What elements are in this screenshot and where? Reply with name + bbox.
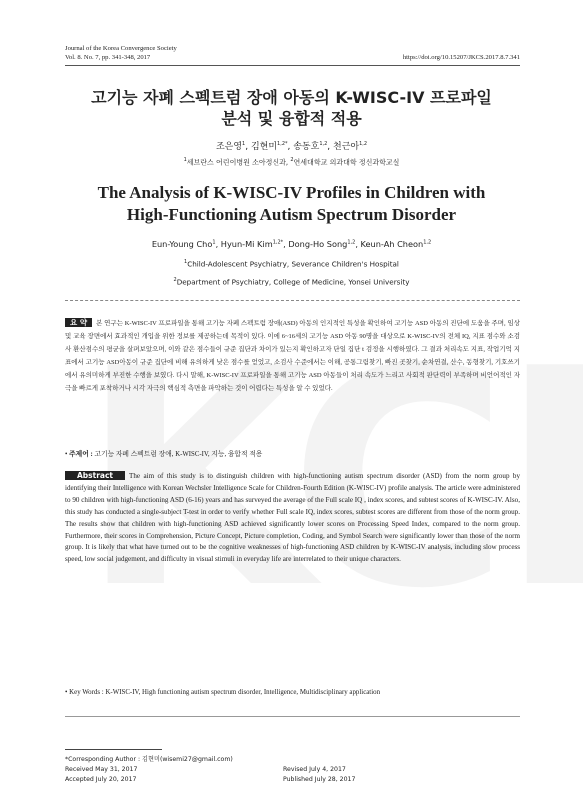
header-rule (65, 65, 520, 66)
journal-name: Journal of the Korea Convergence Society (65, 45, 177, 52)
corresponding-author: *Corresponding Author : 김현미(wisemi27@gmail.com) (65, 756, 233, 763)
english-abstract (65, 471, 520, 566)
english-keywords (65, 689, 520, 696)
author-name: 김현미 (250, 142, 278, 152)
keywords-rule (65, 716, 520, 717)
author-sup: 1,2* (272, 239, 284, 246)
english-authors: Eun-Young Cho$^1$, Hyun-Mi Kim$^{1,2*}$, Dong-Ho Song$^{1,2}$, Keun-Ah Cheon$^{1,2}$ (151, 239, 432, 249)
author-name: Keun-Ah Cheon (360, 239, 424, 249)
english-keywords-text: K-WISC-IV, High functioning autism spectrum disorder, Intelligence, Multidisciplinary application (105, 689, 381, 696)
received-date: Received May 31, 2017 (65, 766, 138, 774)
bullet-icon: • (65, 451, 68, 458)
korean-keywords (65, 448, 520, 458)
author-sup: 1 (242, 141, 246, 147)
english-title (40, 182, 543, 226)
author-name: 조은영 (215, 142, 243, 152)
affil-text: 연세대학교 의과대학 정신과학교실 (293, 158, 400, 167)
korean-title (40, 87, 543, 129)
korean-keywords-text: 고기능 자폐 스펙트럼 장애, K-WISC-IV, 지능, 융합적 적용 (94, 451, 263, 458)
accepted-date: Accepted July 20, 2017 (65, 776, 137, 784)
english-abstract-text: The aim of this study is to distinguish children with high-functioning autism spectrum disorder (ASD) from the norm group by identifying their Intelligence with Korean Wechsler Intelligence Scale for Children-Fourth Edition (K-WISC-IV) profile analysis. The article were administered to 90 children with high-functioning ASD (6-16) years and has surveyed the average of the Full scale IQ , index scores, and subtest scores of K-WISC-IV. Also, this study has conducted a single-subject T-test in order to verify whether Full scale IQ, index scores, subtest scores are different from those of the norm group. The results show that children with high-functioning ASD achieved significantly lower scores on Processing Speed Index, compared to the norm group. Furthermore, their scores in Comprehension, Picture Concept, Picture completion, Coding, and Symbol Search were significantly lower than those of the norm group. It is likely that what have turned out to be the cognitive weaknesses of high-functioning ASD children by K-WISC-IV analysis, including slow process speed, low social judgement, and difficulty in visual stimuli in everyday life are interrelated to their unique characters. (65, 472, 520, 564)
affil-text: Child-Adolescent Psychiatry, Severance Children's Hospital (187, 259, 399, 269)
english-affiliation-2 (40, 277, 543, 286)
journal-volume: Vol. 8. No. 7, pp. 341-348, 2017 (65, 53, 151, 61)
affil-text: 세브란스 어린이병원 소아정신과, (186, 158, 289, 167)
published-date: Published July 28, 2017 (283, 776, 356, 784)
korean-affiliation (40, 157, 543, 167)
korean-title-line-2: 분석 및 융합적 적용 (221, 109, 362, 128)
author-sup: 1,2 (347, 239, 356, 246)
author-name: 천근아 (333, 142, 360, 152)
affil-sup: 1 (183, 157, 187, 163)
korean-keywords-label: 주제어 : (69, 451, 93, 458)
bullet-icon: • (65, 689, 68, 696)
footnote (65, 755, 520, 786)
korean-abstract (65, 318, 520, 395)
korean-abstract-text: 본 연구는 K-WISC-IV 프로파일을 통해 고기능 자폐 스펙트럼 장애(ASD) 아동의 인지적인 특성을 확인하여 고기능 ASD 아동의 진단에 도움을 주며, 임상 및 교육 장면에서 효과적인 개입을 위한 정보를 제공하는데 목적이 있다. 이에 6~16세의 고기능 ASD 아동 90명을 대상으로 K-WISC-IV의 전체 IQ, 지표 점수와 소검사 환산점수의 평균을 살펴보았으며, 이와 같은 점수들이 규준 집단과 차이가 있는지 확인하고자 단일 집단 t 검정을 시행하였다. 그 결과 처리속도 지표, 작업기억 지표에서 고기능 ASD아동이 규준 집단에 비해 유의하게 낮은 점수를 얻었고, 소검사 수준에서는 이해, 공통그림찾기, 빠진 곳찾기, 순차연결, 산수, 동형찾기, 기호쓰기에서 유의미하게 부진한 수행을 보였다. 다시 말해, K-WISC-IV 프로파일을 통해 고기능 ASD 아동들이 처리 속도가 느리고 사회적 판단력이 부족하며 비언어적인 자극을 빠르게 포착하거나 시각 자극의 핵심적 측면을 파악하는 것이 어렵다는 특성을 알 수 있었다. (65, 320, 520, 392)
author-name: 송동호 (293, 142, 320, 152)
affil-sup: 1 (184, 259, 188, 265)
english-title-line-1: The Analysis of K-WISC-IV Profiles in Children with (97, 183, 486, 202)
english-title-line-2: High-Functioning Autism Spectrum Disorder (126, 205, 457, 224)
author-sup: 1,2* (277, 141, 288, 147)
doi-link[interactable]: https://doi.org/10.15207/JKCS.2017.8.7.341 (402, 53, 520, 61)
footnote-rule (65, 749, 162, 750)
korean-authors: 조은영$^1$, 김현미$^{1,2*}$, 송동호$^{1,2}$, 천근아$^{1,2}$ (215, 141, 368, 152)
korean-abstract-label: 요 약 (65, 318, 92, 327)
english-keywords-label: Key Words : (69, 689, 104, 696)
section-divider (65, 300, 520, 301)
author-name: Eun-Young Cho (151, 239, 213, 249)
english-affiliation-1 (40, 259, 543, 268)
journal-header (65, 45, 520, 62)
affil-sup: 2 (290, 157, 294, 163)
affil-text: Department of Psychiatry, College of Medicine, Yonsei University (176, 277, 410, 287)
affil-sup: 2 (173, 277, 177, 283)
author-sup: 1,2 (423, 239, 432, 246)
author-name: Hyun-Mi Kim (220, 239, 273, 249)
author-sup: 1,2 (319, 141, 328, 147)
author-name: Dong-Ho Song (288, 239, 348, 249)
korean-title-line-1: 고기능 자폐 스펙트럼 장애 아동의 K-WISC-IV 프로파일 (91, 88, 492, 107)
revised-date: Revised July 4, 2017 (283, 766, 346, 774)
author-sup: 1 (212, 239, 216, 246)
author-sup: 1,2 (359, 141, 368, 147)
english-abstract-label: Abstract (65, 471, 125, 480)
